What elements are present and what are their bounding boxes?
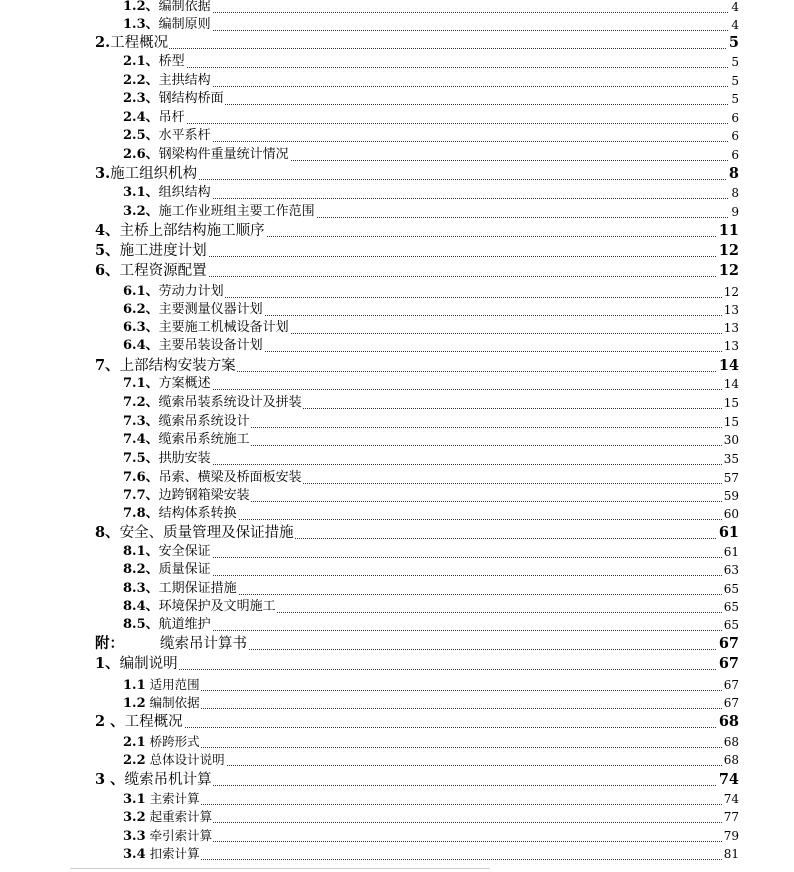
toc-entry-page-number: 65 <box>723 618 739 632</box>
toc-entry-title: 质量保证 <box>158 562 211 577</box>
toc-entry-number: 2.2、 <box>123 73 159 88</box>
toc-leader-dots <box>123 575 736 576</box>
toc-leader-dots <box>123 12 736 13</box>
toc-entry-number: 4、 <box>95 222 120 239</box>
toc-entry-label <box>123 616 212 634</box>
toc-entry-label <box>123 337 264 355</box>
toc-entry-number: 1、 <box>95 655 120 672</box>
toc-entry[interactable] <box>0 72 794 90</box>
toc-leader-dots <box>123 123 736 124</box>
toc-entry-page-number: 4 <box>731 0 739 14</box>
toc-entry-number: 7.7、 <box>123 488 159 503</box>
toc-entry[interactable] <box>0 0 794 16</box>
toc-entry-number: 附： <box>95 635 124 652</box>
toc-entry-number: 3.4 <box>123 847 146 862</box>
toc-entry-number: 8.1、 <box>123 544 159 559</box>
toc-entry-number: 8.3、 <box>123 581 159 596</box>
toc-entry-number: 7、 <box>95 357 120 374</box>
toc-entry-title: 编制依据 <box>158 0 211 14</box>
toc-entry-page-number: 68 <box>718 713 739 730</box>
toc-leader-dots <box>123 804 736 805</box>
toc-entry-title: 缆索吊装系统设计及拼装 <box>158 395 302 410</box>
toc-entry[interactable] <box>0 808 794 826</box>
toc-entry-number: 2 、 <box>95 713 125 730</box>
toc-leader-dots <box>123 389 736 390</box>
toc-entry-label <box>95 635 248 653</box>
toc-entry-number: 2.1 <box>123 735 146 750</box>
toc-entry-title: 主要测量仪器计划 <box>158 302 263 317</box>
toc-entry-title: 起重索计算 <box>149 809 213 824</box>
toc-entry-label <box>123 90 225 108</box>
toc-leader-dots <box>123 630 736 631</box>
toc-entry[interactable] <box>0 733 794 751</box>
toc-entry-page-number: 13 <box>723 339 739 353</box>
toc-entry-label <box>95 222 266 240</box>
toc-leader-dots <box>123 141 736 142</box>
toc-entry-page-number: 5 <box>731 92 739 106</box>
toc-entry-number: 6.2、 <box>123 302 159 317</box>
toc-entry-title: 缆索吊系统施工 <box>158 432 250 447</box>
toc-entry-number: 6.1、 <box>123 284 159 299</box>
toc-entry-label <box>123 733 201 752</box>
toc-entry-number: 2.4、 <box>123 110 159 125</box>
toc-entry-page-number: 30 <box>723 433 739 447</box>
toc-entry-label <box>95 34 169 52</box>
toc-entry-page-number: 12 <box>718 242 739 259</box>
toc-entry-label <box>123 72 212 90</box>
toc-entry-label <box>123 431 251 449</box>
toc-entry-label <box>123 375 212 393</box>
toc-entry[interactable] <box>0 561 794 579</box>
toc-entry[interactable] <box>0 337 794 355</box>
toc-entry-page-number: 12 <box>723 285 739 299</box>
toc-entry-number: 8.5、 <box>123 617 159 632</box>
toc-entry[interactable] <box>0 450 794 468</box>
toc-entry[interactable] <box>0 845 794 863</box>
toc-entry-label <box>95 771 213 789</box>
toc-entry[interactable] <box>0 53 794 71</box>
toc-entry-number: 6.3、 <box>123 320 159 335</box>
toc-entry[interactable] <box>0 827 794 845</box>
toc-entry-page-number: 8 <box>731 186 739 200</box>
toc-entry[interactable] <box>0 694 794 712</box>
toc-entry-page-number: 11 <box>718 222 739 239</box>
toc-entry-number: 7.1、 <box>123 376 159 391</box>
toc-entry-label <box>123 487 251 505</box>
toc-entry-label <box>123 808 213 827</box>
toc-entry-page-number: 5 <box>731 55 739 69</box>
toc-entry-title: 总体设计说明 <box>149 752 225 767</box>
toc-entry-label <box>123 580 238 598</box>
toc-entry-number: 8.4、 <box>123 599 159 614</box>
toc-leader-dots <box>123 67 736 68</box>
toc-entry-page-number: 60 <box>723 507 739 521</box>
toc-entry-label <box>123 127 212 145</box>
toc-entry-page-number: 68 <box>723 753 739 767</box>
toc-entry[interactable] <box>0 655 794 673</box>
toc-entry-label <box>95 357 237 375</box>
toc-leader-dots <box>123 708 736 709</box>
toc-entry-number: 1.1 <box>123 678 146 693</box>
toc-entry-label <box>123 184 212 202</box>
toc-entry-number: 8.2、 <box>123 562 159 577</box>
toc-entry-title: 吊杆 <box>158 110 185 125</box>
toc-entry-title: 编制依据 <box>149 695 200 710</box>
toc-entry[interactable] <box>0 431 794 449</box>
toc-entry-page-number: 79 <box>723 829 739 843</box>
toc-entry-title: 劳动力计划 <box>158 284 224 299</box>
toc-entry-number: 1.2 <box>123 696 146 711</box>
toc-entry-number: 7.8、 <box>123 506 159 521</box>
toc-entry-title: 适用范围 <box>149 677 200 692</box>
toc-entry-number: 2.1、 <box>123 54 159 69</box>
toc-entry-label <box>123 203 316 221</box>
toc-entry-page-number: 61 <box>723 545 739 559</box>
toc-entry-title: 施工作业班组主要工作范围 <box>158 204 315 219</box>
toc-entry-title: 牵引索计算 <box>149 828 213 843</box>
toc-entry-page-number: 67 <box>718 635 739 652</box>
toc-entry-label <box>123 676 201 695</box>
toc-entry-title: 主索计算 <box>149 791 200 806</box>
toc-entry-page-number: 35 <box>723 452 739 466</box>
toc-entry-page-number: 59 <box>723 489 739 503</box>
toc-entry-label <box>123 146 290 164</box>
toc-entry-label <box>123 598 277 616</box>
toc-entry-label <box>95 165 198 183</box>
toc-entry-number: 2.2 <box>123 753 146 768</box>
toc-leader-dots <box>123 690 736 691</box>
toc-entry-number: 3.2 <box>123 810 146 825</box>
toc-entry[interactable] <box>0 394 794 412</box>
toc-entry[interactable] <box>0 262 794 280</box>
toc-entry-title: 缆索吊计算书 <box>160 636 247 652</box>
toc-entry-label <box>95 242 208 260</box>
toc-entry-page-number: 6 <box>731 111 739 125</box>
toc-entry-number: 3 、 <box>95 771 125 788</box>
toc-entry-title: 边跨钢箱梁安装 <box>158 488 250 503</box>
toc-entry-label <box>123 413 251 431</box>
toc-entry-number: 6.4、 <box>123 338 159 353</box>
toc-entry[interactable] <box>0 165 794 183</box>
toc-entry[interactable] <box>0 616 794 634</box>
toc-entry[interactable] <box>0 16 794 34</box>
toc-entry-title: 钢结构桥面 <box>158 91 224 106</box>
toc-entry-title: 工期保证措施 <box>158 581 237 596</box>
toc-leader-dots <box>123 747 736 748</box>
toc-entry-number: 2.3、 <box>123 91 159 106</box>
toc-entry-label <box>123 561 212 579</box>
toc-leader-dots <box>95 669 736 670</box>
toc-entry-label <box>123 505 238 523</box>
toc-entry-page-number: 14 <box>718 357 739 374</box>
toc-entry[interactable] <box>0 301 794 319</box>
toc-entry-page-number: 4 <box>731 18 739 32</box>
toc-entry-label <box>123 450 212 468</box>
toc-entry-number: 3. <box>95 165 111 182</box>
toc-entry-label <box>123 16 212 34</box>
toc-entry-page-number: 68 <box>723 735 739 749</box>
toc-entry-number: 6、 <box>95 262 120 279</box>
toc-entry-page-number: 67 <box>723 678 739 692</box>
toc-leader-dots <box>123 198 736 199</box>
toc-entry[interactable] <box>0 635 794 653</box>
toc-entry-title: 主拱结构 <box>158 73 211 88</box>
toc-entry[interactable] <box>0 543 794 561</box>
toc-entry[interactable] <box>0 222 794 240</box>
toc-entry-title: 桥型 <box>158 54 185 69</box>
toc-entry-number: 2. <box>95 34 111 51</box>
toc-entry-page-number: 5 <box>731 74 739 88</box>
toc-leader-dots <box>123 464 736 465</box>
toc-entry[interactable] <box>0 713 794 731</box>
toc-entry[interactable] <box>0 598 794 616</box>
toc-entry-title: 工程资源配置 <box>119 263 207 279</box>
toc-entry-title: 拱肋安装 <box>158 451 211 466</box>
toc-entry[interactable] <box>0 184 794 202</box>
toc-entry-label <box>123 543 212 561</box>
toc-entry[interactable] <box>0 109 794 127</box>
toc-entry[interactable] <box>0 751 794 769</box>
toc-entry-label <box>95 655 179 673</box>
toc-entry-title: 安全、质量管理及保证措施 <box>119 525 294 541</box>
toc-entry-number: 7.3、 <box>123 414 159 429</box>
toc-entry-page-number: 65 <box>723 600 739 614</box>
toc-entry-page-number: 12 <box>718 262 739 279</box>
toc-entry-number: 3.2、 <box>123 204 159 219</box>
toc-entry-label <box>123 827 213 846</box>
toc-entry[interactable] <box>0 283 794 301</box>
toc-entry-title: 组织结构 <box>158 185 211 200</box>
toc-entry-title: 主要施工机械设备计划 <box>158 320 289 335</box>
toc-entry-title: 方案概述 <box>158 376 211 391</box>
toc-entry-title: 桥跨形式 <box>149 734 200 749</box>
toc-entry-title: 缆索吊系统设计 <box>158 414 250 429</box>
toc-entry[interactable] <box>0 319 794 337</box>
toc-entry-page-number: 13 <box>723 321 739 335</box>
toc-entry-label <box>123 790 201 809</box>
toc-entry-page-number: 15 <box>723 396 739 410</box>
toc-entry-page-number: 65 <box>723 582 739 596</box>
toc-leader-dots <box>95 48 736 49</box>
toc-entry[interactable] <box>0 580 794 598</box>
toc-entry[interactable] <box>0 676 794 694</box>
toc-entry-title: 结构体系转换 <box>158 506 237 521</box>
toc-entry-label <box>123 283 225 301</box>
toc-entry[interactable] <box>0 524 794 542</box>
toc-entry-page-number: 14 <box>723 377 739 391</box>
toc-leader-dots <box>123 557 736 558</box>
toc-entry[interactable] <box>0 34 794 52</box>
toc-entry[interactable] <box>0 242 794 260</box>
toc-leader-dots <box>123 859 736 860</box>
toc-entry-title: 上部结构安装方案 <box>119 358 236 374</box>
toc-entry-label <box>123 53 186 71</box>
toc-entry-title: 主要吊装设备计划 <box>158 338 263 353</box>
toc-entry-number: 8、 <box>95 524 120 541</box>
toc-entry-title: 钢梁构件重量统计情况 <box>158 147 289 162</box>
toc-entry-page-number: 81 <box>723 847 739 861</box>
toc-entry-title: 编制原则 <box>158 17 211 32</box>
toc-entry-title: 安全保证 <box>158 544 211 559</box>
toc-entry-label <box>123 845 201 864</box>
page-bottom-rule <box>70 868 490 869</box>
toc-entry[interactable] <box>0 790 794 808</box>
toc-entry-page-number: 13 <box>723 303 739 317</box>
toc-entry-page-number: 67 <box>718 655 739 672</box>
toc-entry-page-number: 77 <box>723 810 739 824</box>
toc-leader-dots <box>123 841 736 842</box>
toc-entry-label <box>95 524 295 542</box>
toc-entry-label <box>123 694 201 713</box>
toc-entry[interactable] <box>0 487 794 505</box>
toc-entry-number: 1.3、 <box>123 17 159 32</box>
toc-entry-title: 吊索、横梁及桥面板安装 <box>158 470 302 485</box>
toc-entry[interactable] <box>0 375 794 393</box>
toc-entry[interactable] <box>0 127 794 145</box>
toc-entry-label <box>123 319 290 337</box>
toc-entry-page-number: 74 <box>723 792 739 806</box>
toc-entry-page-number: 8 <box>728 165 739 182</box>
toc-entry-title: 航道维护 <box>158 617 211 632</box>
toc-leader-dots <box>123 30 736 31</box>
toc-entry-number: 7.5、 <box>123 451 159 466</box>
toc-entry-number: 7.2、 <box>123 395 159 410</box>
toc-entry-number: 3.3 <box>123 829 146 844</box>
toc-entry-page-number: 63 <box>723 563 739 577</box>
toc-entry-number: 5、 <box>95 242 120 259</box>
toc-entry-title: 工程概况 <box>124 714 183 730</box>
toc-entry[interactable] <box>0 90 794 108</box>
toc-entry[interactable] <box>0 469 794 487</box>
toc-entry-number: 7.4、 <box>123 432 159 447</box>
toc-leader-dots <box>95 727 736 728</box>
toc-entry-page-number: 15 <box>723 415 739 429</box>
toc-entry-label <box>123 751 226 770</box>
toc-entry-title: 工程概况 <box>110 35 169 51</box>
toc-entry-page-number: 67 <box>723 696 739 710</box>
toc-entry-page-number: 5 <box>728 34 739 51</box>
toc-entry[interactable] <box>0 771 794 789</box>
toc-entry-page-number: 57 <box>723 471 739 485</box>
toc-entry[interactable] <box>0 505 794 523</box>
toc-entry-label <box>123 301 264 319</box>
toc-entry[interactable] <box>0 203 794 221</box>
toc-entry-title: 施工进度计划 <box>119 243 207 259</box>
toc-entry-label <box>123 394 303 412</box>
toc-entry-title: 扣索计算 <box>149 846 200 861</box>
toc-entry-label <box>95 262 208 280</box>
toc-entry-title: 缆索吊机计算 <box>124 772 212 788</box>
toc-entry-page-number: 6 <box>731 148 739 162</box>
toc-entry-number: 1.2、 <box>123 0 159 14</box>
toc-entry-label <box>95 713 184 731</box>
toc-entry-number: 7.6、 <box>123 470 159 485</box>
toc-entry-page-number: 74 <box>718 771 739 788</box>
toc-entry-label <box>123 109 186 127</box>
toc-entry-number: 2.5、 <box>123 128 159 143</box>
toc-entry-label <box>123 469 303 487</box>
toc-entry[interactable] <box>0 357 794 375</box>
toc-leader-dots <box>123 86 736 87</box>
toc-entry-number: 3.1、 <box>123 185 159 200</box>
toc-entry-number: 2.6、 <box>123 147 159 162</box>
toc-entry-title: 编制说明 <box>119 656 178 672</box>
toc-entry-title: 施工组织机构 <box>110 166 198 182</box>
toc-entry-title: 环境保护及文明施工 <box>158 599 276 614</box>
toc-entry[interactable] <box>0 413 794 431</box>
toc-entry[interactable] <box>0 146 794 164</box>
toc-entry-title: 水平系杆 <box>158 128 211 143</box>
toc-entry-page-number: 9 <box>731 205 739 219</box>
toc-entry-page-number: 6 <box>731 129 739 143</box>
toc-entry-page-number: 61 <box>718 524 739 541</box>
toc-entry-number: 3.1 <box>123 792 146 807</box>
toc-leader-dots <box>123 822 736 823</box>
toc-entry-label <box>123 0 212 16</box>
toc-entry-title: 主桥上部结构施工顺序 <box>119 223 265 239</box>
